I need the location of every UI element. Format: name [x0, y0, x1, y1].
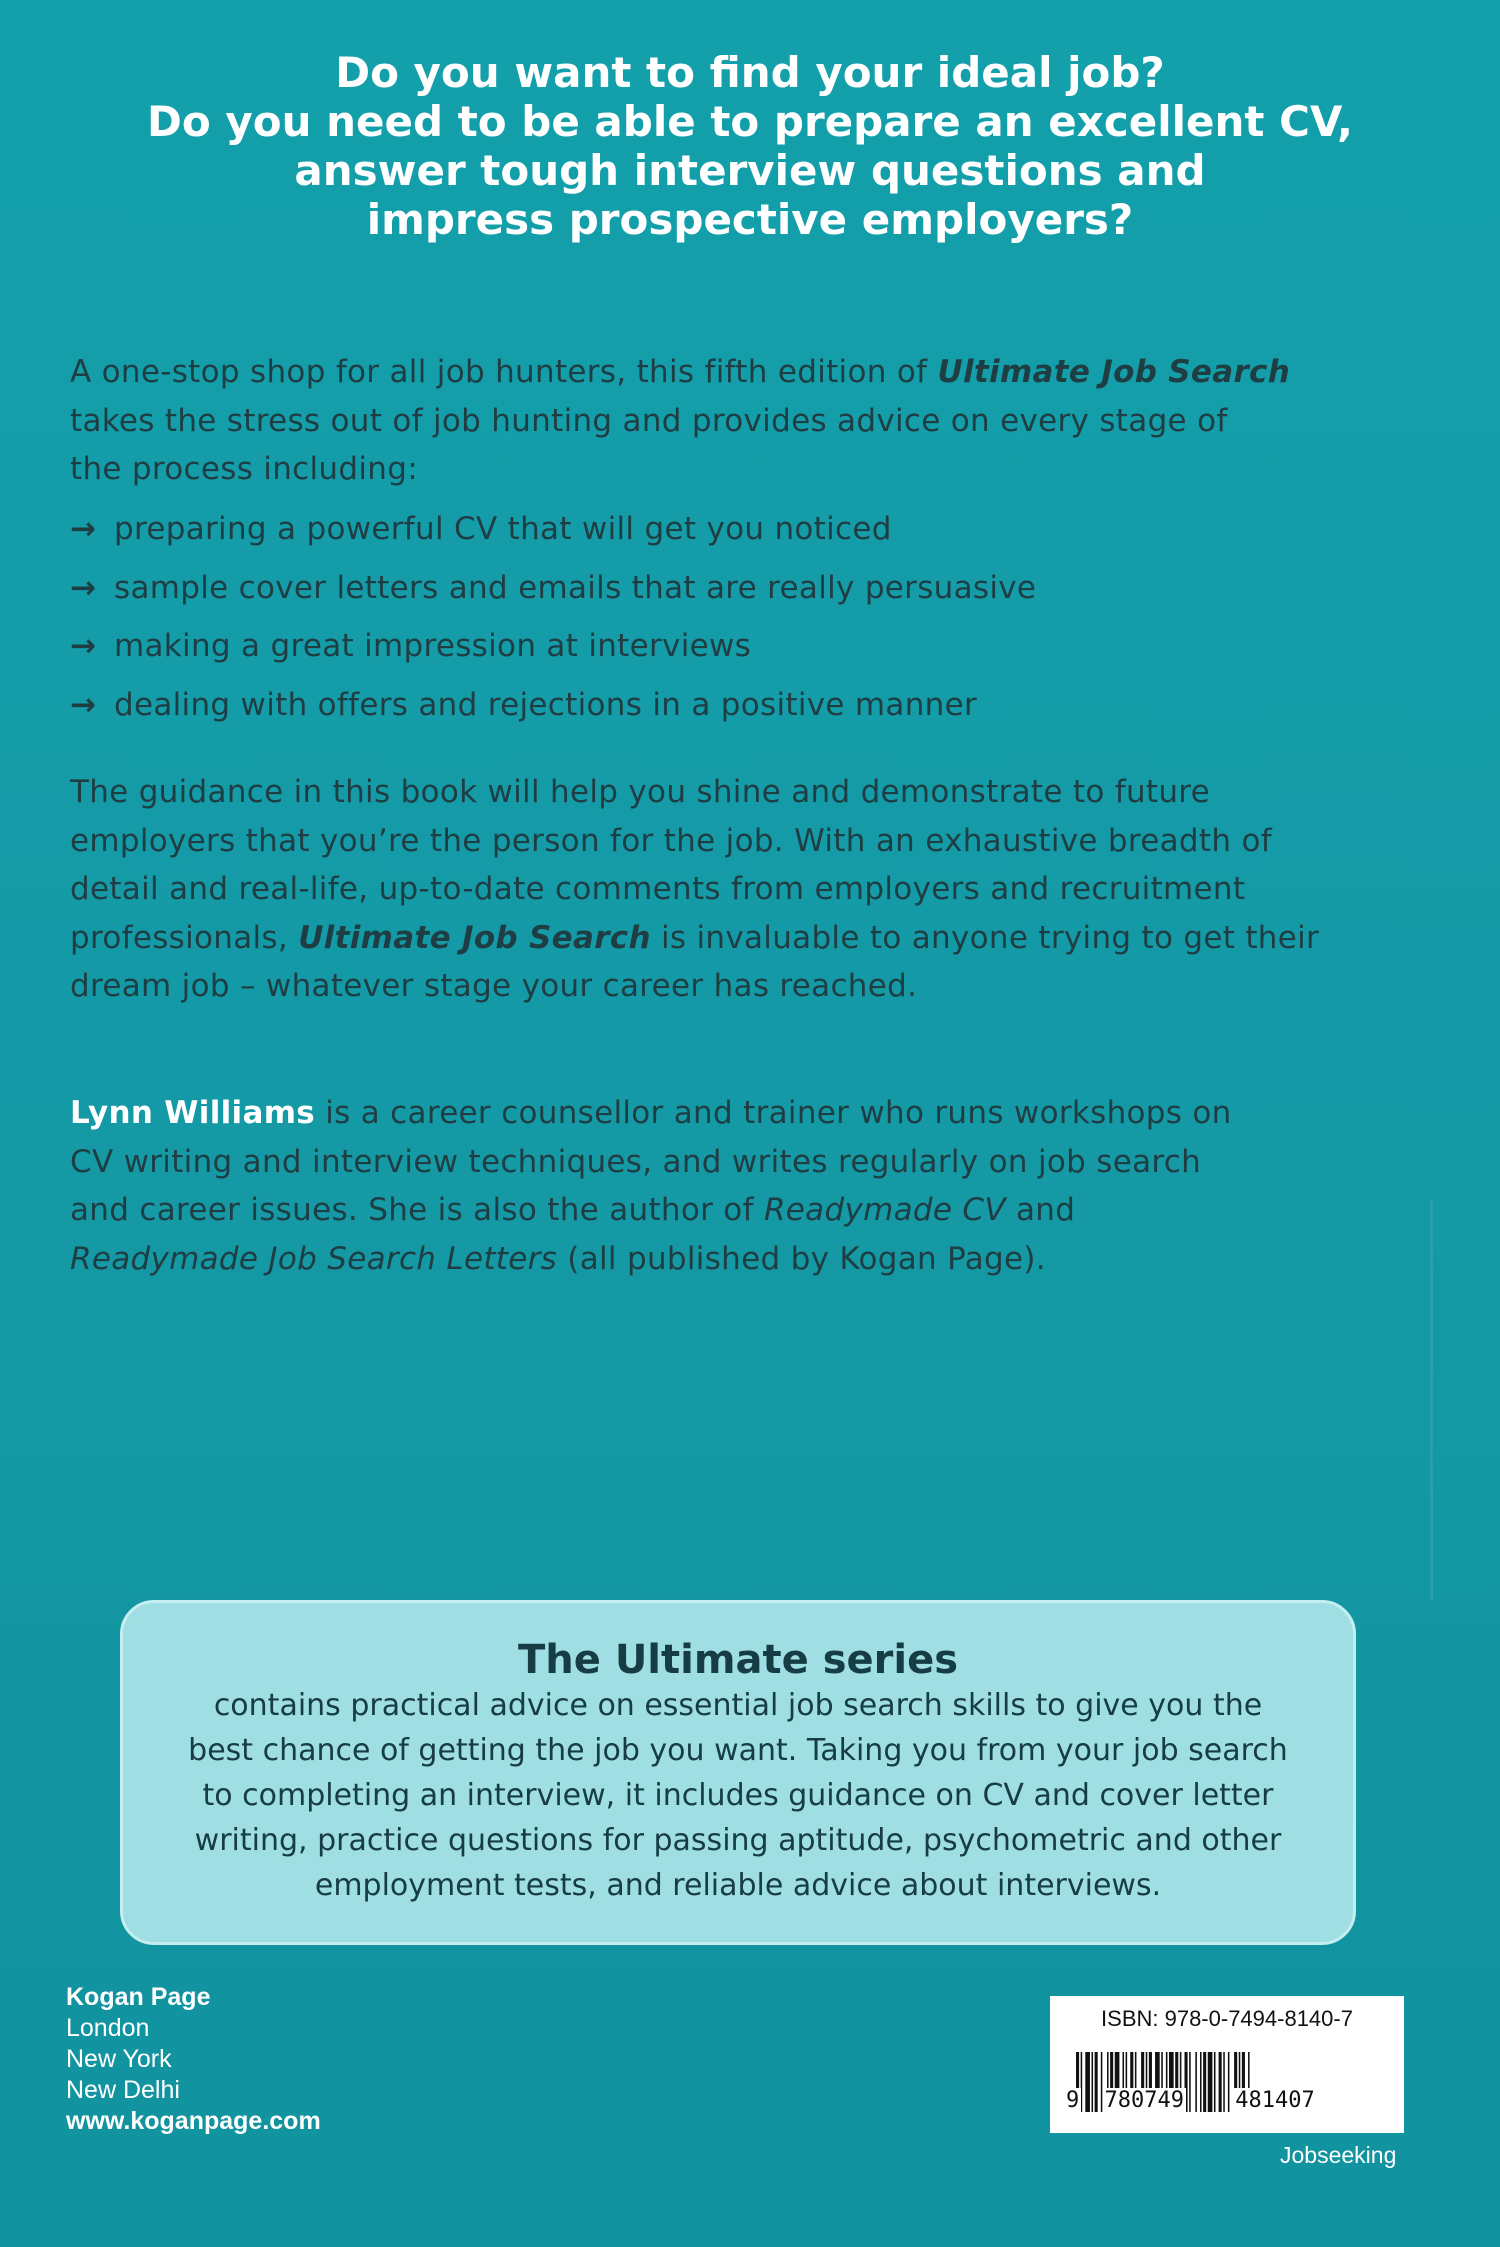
guidance-line	[70, 914, 1370, 963]
intro-line: the process including:	[70, 451, 418, 487]
series-line: to completing an interview, it includes guidance on CV and cover letter	[202, 1778, 1274, 1813]
author-bio	[70, 1089, 1370, 1283]
author-text: (all published by Kogan Page).	[557, 1240, 1046, 1277]
barcode-digits-right: 481407	[1235, 2088, 1315, 2113]
headline	[0, 48, 1500, 244]
list-item	[70, 681, 1370, 740]
author-name: Lynn Williams	[70, 1095, 316, 1131]
guidance-text: professionals,	[70, 919, 299, 956]
headline-line: Do you need to be able to prepare an excellent CV,	[147, 97, 1353, 146]
author-line	[70, 1235, 1370, 1284]
list-item-text: making a great impression at interviews	[114, 628, 752, 664]
list-item-text: dealing with offers and rejections in a positive manner	[114, 686, 978, 723]
author-text: and career issues. She is also the author of	[70, 1192, 764, 1228]
publisher-info	[66, 1982, 321, 2137]
series-line: best chance of getting the job you want. Taking you from your job search	[188, 1733, 1288, 1768]
series-line: employment tests, and reliable advice about interviews.	[314, 1868, 1162, 1903]
barcode-digits	[1064, 2088, 1392, 2114]
feature-list	[70, 505, 1370, 739]
intro-line: takes the stress out of job hunting and provides advice on every stage of	[70, 402, 1228, 439]
arrow-icon: →	[70, 628, 97, 664]
intro-line	[70, 348, 1370, 397]
guidance-line: dream job – whatever stage your career has reached.	[70, 968, 918, 1004]
series-description	[123, 1683, 1353, 1908]
book-title: Readymade CV	[763, 1192, 1006, 1228]
arrow-icon: →	[70, 569, 97, 606]
series-line: writing, practice questions for passing aptitude, psychometric and other	[194, 1823, 1282, 1858]
list-item	[70, 564, 1370, 623]
list-item-text: sample cover letters and emails that are really persuasive	[114, 569, 1037, 606]
list-item	[70, 622, 1370, 681]
headline-line: impress prospective employers?	[366, 195, 1134, 244]
author-line	[70, 1089, 1370, 1138]
guidance-line: employers that you’re the person for the job. With an exhaustive breadth of	[70, 822, 1272, 859]
publisher-website-link[interactable]: www.koganpage.com	[66, 2107, 321, 2135]
book-title: Ultimate Job Search	[937, 354, 1291, 390]
intro-text: A one-stop shop for all job hunters, this fifth edition of	[70, 354, 938, 390]
publisher-name: Kogan Page	[66, 1983, 211, 2011]
headline-line: Do you want to find your ideal job?	[335, 48, 1165, 97]
guidance-paragraph	[70, 768, 1370, 1011]
book-title: Ultimate Job Search	[298, 919, 651, 956]
series-title: The Ultimate series	[518, 1637, 958, 1683]
guidance-text: is invaluable to anyone trying to get their	[650, 919, 1320, 956]
intro-paragraph	[70, 348, 1370, 494]
isbn-barcode-label	[1050, 1996, 1404, 2133]
author-line	[70, 1186, 1370, 1235]
publisher-city: New York	[66, 2045, 172, 2073]
book-title: Readymade Job Search Letters	[70, 1240, 558, 1277]
barcode-digit-first: 9	[1066, 2088, 1080, 2113]
isbn-number: ISBN: 978-0-7494-8140-7	[1101, 2006, 1353, 2031]
arrow-icon: →	[70, 686, 97, 723]
author-text: and	[1005, 1192, 1076, 1228]
author-line: CV writing and interview techniques, and writes regularly on job search	[70, 1143, 1202, 1180]
list-item-text: preparing a powerful CV that will get you noticed	[114, 511, 892, 547]
arrow-icon: →	[70, 511, 97, 547]
list-item	[70, 505, 1370, 564]
guidance-line: detail and real-life, up-to-date comments from employers and recruitment	[70, 871, 1246, 907]
category-label: Jobseeking	[1280, 2142, 1397, 2168]
author-text: is a career counsellor and trainer who runs workshops on	[315, 1095, 1232, 1131]
barcode-digits-left: 780749	[1104, 2088, 1184, 2113]
guidance-line: The guidance in this book will help you shine and demonstrate to future	[70, 774, 1211, 810]
cover-texture	[1430, 1200, 1433, 1600]
headline-line: answer tough interview questions and	[294, 146, 1206, 195]
publisher-city: London	[66, 2014, 150, 2042]
series-panel	[120, 1600, 1356, 1945]
series-line: contains practical advice on essential job search skills to give you the	[213, 1688, 1263, 1723]
publisher-city: New Delhi	[66, 2076, 180, 2104]
